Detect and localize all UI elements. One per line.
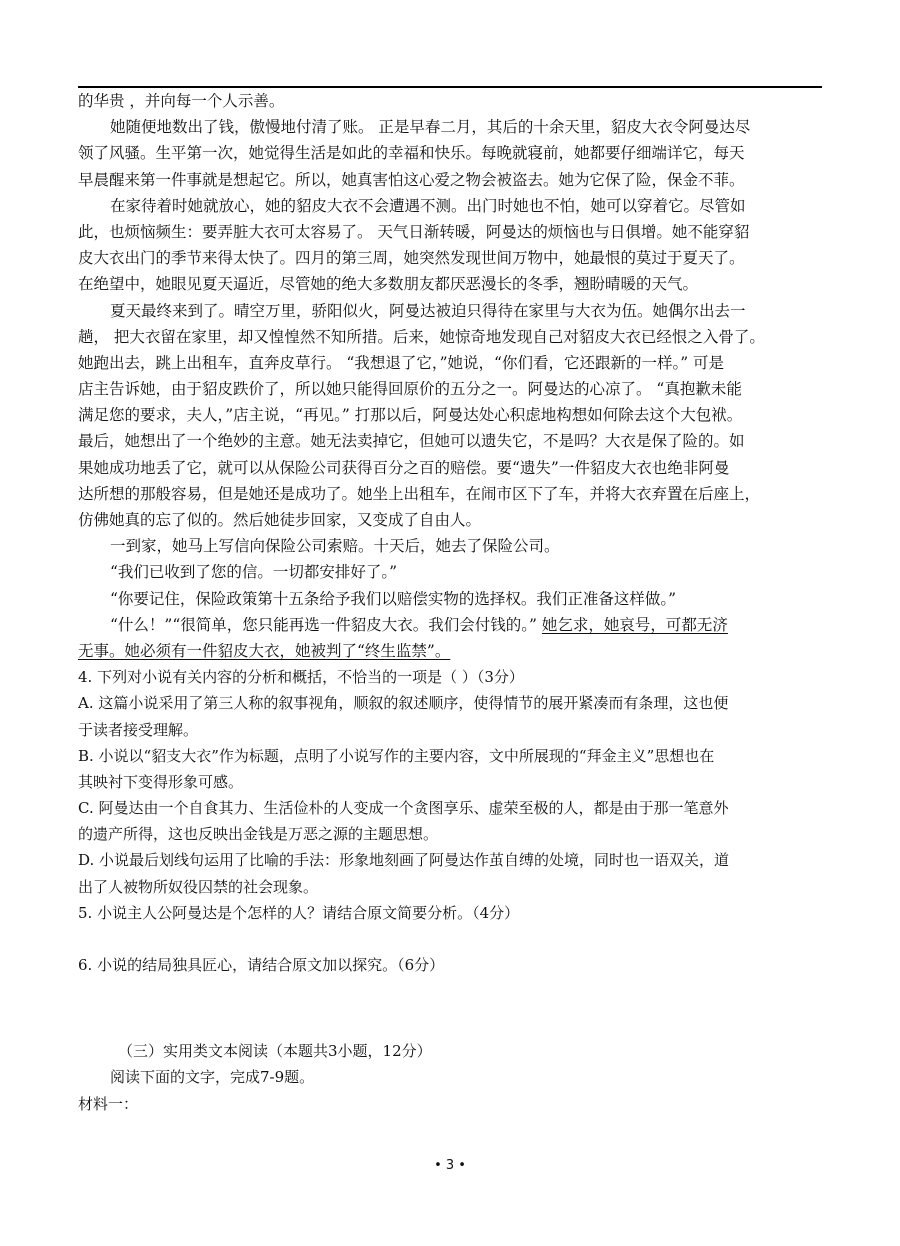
answer-space bbox=[78, 1012, 822, 1038]
passage-line: 的华贵 ，并向每一个人示善。 bbox=[78, 92, 285, 110]
page-number: • 3 • bbox=[434, 1158, 466, 1173]
passage-line: 店主告诉她，由于貂皮跌价了，所以她只能得回原价的五分之一。阿曼达的心凉了。 “真抱歉未能 bbox=[78, 380, 742, 399]
section-heading: （三）实用类文本阅读（本题共3小题，12分） bbox=[118, 1042, 432, 1061]
passage-line: 她随便地数出了钱，傲慢地付清了账。 正是早春二月，其后的十余天里，貂皮大衣令阿曼达尽 bbox=[110, 118, 751, 137]
passage-line: 趟， 把大衣留在家里，却又惶惶然不知所措。后来，她惊奇地发现自己对貂皮大衣已经恨之入骨了。 bbox=[78, 327, 765, 346]
passage-line: 早晨醒来第一件事就是想起它。所以，她真害怕这心爱之物会被盗去。她为它保了险，保金不菲。 bbox=[78, 170, 745, 189]
option-b: 其映衬下变得形象可感。 bbox=[78, 772, 244, 791]
passage-line: 皮大衣出门的季节来得太快了。四月的第三周，她突然发现世间万物中，她最恨的莫过于夏天了。 bbox=[78, 249, 745, 268]
section-instruction: 阅读下面的文字，完成7-9题。 bbox=[110, 1068, 315, 1087]
passage-line: 领了风骚。生平第一次，她觉得生活是如此的幸福和快乐。每晚就寝前，她都要仔细端详它，每天 bbox=[78, 144, 745, 163]
passage-line: 达所想的那般容易，但是她还是成功了。她坐上出租车，在闹市区下了车，并将大衣弃置在后座上， bbox=[78, 484, 761, 503]
answer-space bbox=[78, 926, 822, 952]
question-4-stem: 4. 下列对小说有关内容的分析和概括，不恰当的一项是（ ）（3分） bbox=[78, 668, 524, 687]
option-d: 出了人被物所奴役囚禁的社会现象。 bbox=[78, 877, 319, 896]
passage-line: 在家待着时她就放心，她的貂皮大衣不会遭遇不测。出门时她也不怕，她可以穿着它。尽管如 bbox=[110, 196, 746, 215]
passage-line: 她跑出去，跳上出租车，直奔皮草行。 “我想退了它，”她说，“你们看，它还跟新的一样。” 可是 bbox=[78, 353, 725, 372]
option-c: 的遗产所得，这也反映出金钱是万恶之源的主题思想。 bbox=[78, 825, 439, 844]
passage-line: 夏天最终来到了。晴空万里，骄阳似火，阿曼达被迫只得待在家里与大衣为伍。她偶尔出去一 bbox=[110, 301, 746, 320]
option-d: D. 小说最后划线句运用了比喻的手法：形象地刻画了阿曼达作茧自缚的处境，同时也一语双关，道 bbox=[78, 851, 730, 870]
passage-line: 果她成功地丢了它，就可以从保险公司获得百分之百的赔偿。要“遗失”一件貂皮大衣也绝非阿曼 bbox=[78, 458, 730, 477]
option-a: 于读者接受理解。 bbox=[78, 720, 199, 739]
question-5: 5. 小说主人公阿曼达是个怎样的人？请结合原文简要分析。（4分） bbox=[78, 903, 520, 922]
underlined-sentence: 她乞求，她哀号，可都无济 bbox=[541, 615, 728, 634]
passage-line: 满足您的要求，夫人，”店主说，“再见。” 打那以后，阿曼达处心积虑地构想如何除去这个大包袱。 bbox=[78, 406, 743, 425]
answer-space bbox=[78, 978, 822, 1012]
material-label: 材料一： bbox=[78, 1094, 139, 1113]
page-content bbox=[78, 88, 822, 1117]
passage-line: 此，也烦恼频生：要弄脏大衣可太容易了。 天气日渐转暖，阿曼达的烦恼也与日俱增。她不能穿貂 bbox=[78, 222, 750, 241]
question-6: 6. 小说的结局独具匠心，请结合原文加以探究。（6分） bbox=[78, 956, 445, 974]
passage-line bbox=[78, 638, 822, 664]
passage-text: “什么！”“很简单，您只能再选一件貂皮大衣。我们会付钱的。” bbox=[110, 615, 542, 634]
passage-line: 在绝望中，她眼见夏天逼近，尽管她的绝大多数朋友都厌恶漫长的冬季，翘盼晴暖的天气。 bbox=[78, 275, 699, 294]
underlined-sentence: 无事。她必须有一件貂皮大衣，她被判了“终生监禁”。 bbox=[78, 641, 451, 660]
passage-line: 仿佛她真的忘了似的。然后她徒步回家，又变成了自由人。 bbox=[78, 511, 482, 529]
passage-line: 一到家，她马上写信向保险公司索赔。十天后，她去了保险公司。 bbox=[110, 537, 560, 556]
option-b: B. 小说以“貂支大衣”作为标题，点明了小说写作的主要内容，文中所展现的“拜金主义”思想也在 bbox=[78, 746, 715, 765]
option-c: C. 阿曼达由一个自食其力、生活俭朴的人变成一个贪图享乐、虚荣至极的人，都是由于那一笔意外 bbox=[78, 799, 729, 818]
passage-line: 最后，她想出了一个绝妙的主意。她无法卖掉它，但她可以遗失它，不是吗？大衣是保了险的。如 bbox=[78, 432, 745, 451]
passage-line: “你要记住，保险政策第十五条给予我们以赔偿实物的选择权。我们正准备这样做。” bbox=[110, 589, 677, 608]
passage-line: “我们已收到了您的信。一切都安排好了。” bbox=[110, 563, 398, 582]
passage-line bbox=[78, 612, 822, 638]
option-a: A. 这篇小说采用了第三人称的叙事视角，顺叙的叙述顺序，使得情节的展开紧凑而有条理，这也便 bbox=[78, 694, 729, 713]
